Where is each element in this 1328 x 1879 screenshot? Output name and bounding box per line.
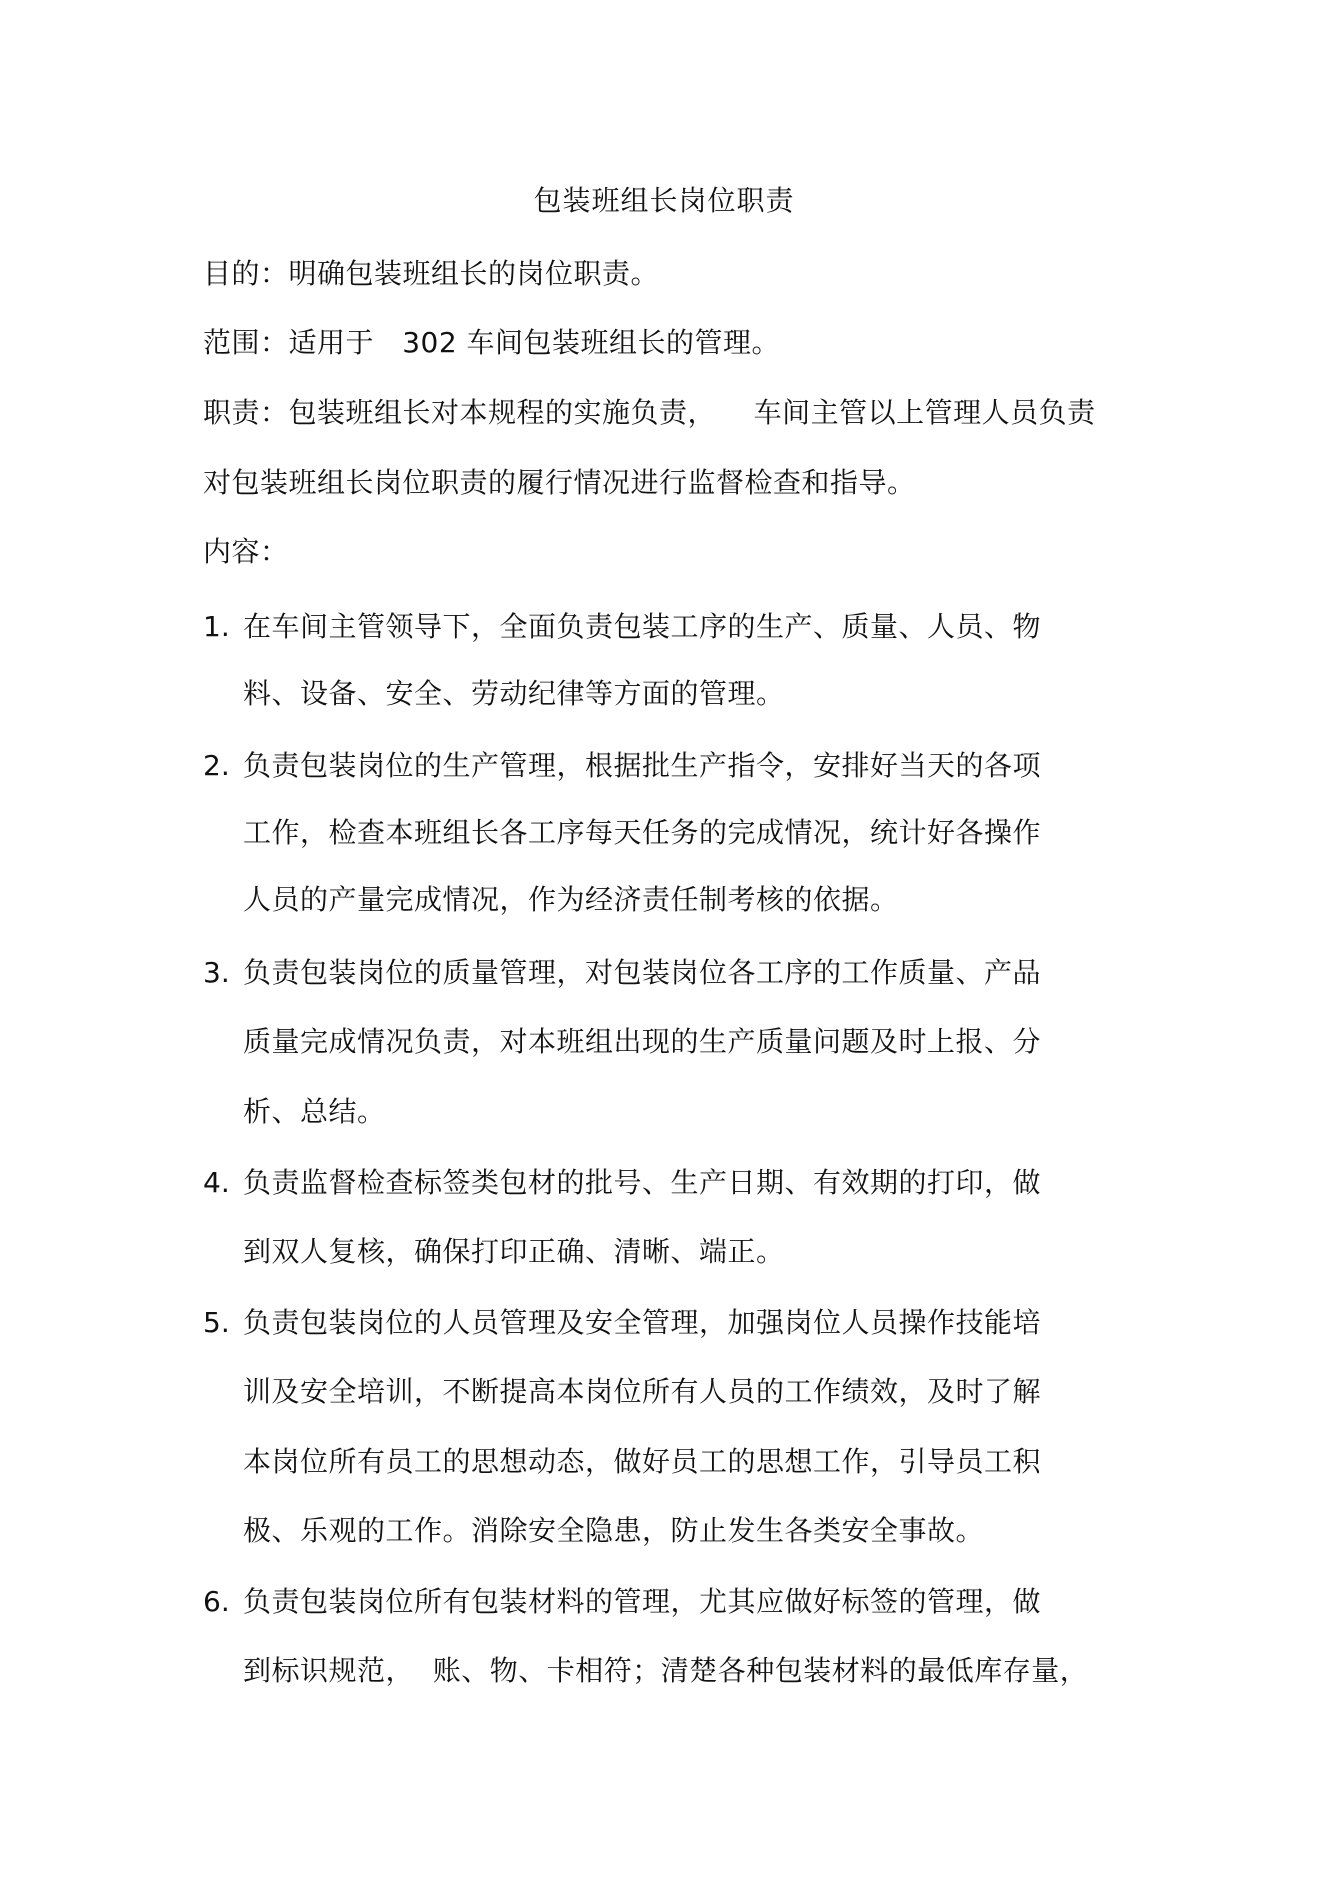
- list-item-line: 负责监督检查标签类包材的批号、生产日期、有效期的打印，做: [243, 1166, 1042, 1199]
- list-item-line: 负责包装岗位的人员管理及安全管理，加强岗位人员操作技能培: [243, 1306, 1042, 1339]
- list-item-line: 训及安全培训，不断提高本岗位所有人员的工作绩效，及时了解: [243, 1375, 1042, 1408]
- list-item-line: 人员的产量完成情况，作为经济责任制考核的依据。: [243, 883, 899, 916]
- list-item-line: 本岗位所有员工的思想动态，做好员工的思想工作，引导员工积: [243, 1445, 1042, 1478]
- document-title: 包装班组长岗位职责: [533, 184, 795, 217]
- item-number: 4.: [203, 1166, 230, 1199]
- item-number: 6.: [203, 1585, 230, 1618]
- list-item-line: 析、总结。: [243, 1095, 386, 1128]
- list-item-line: 到标识规范， 账、物、卡相符；清楚各种包装材料的最低库存量，: [243, 1654, 1089, 1687]
- list-item-line: 负责包装岗位的质量管理，对包装岗位各工序的工作质量、产品: [243, 956, 1042, 989]
- responsibility-line-2: 对包装班组长岗位职责的履行情况进行监督检查和指导。: [203, 466, 916, 499]
- content-label: 内容：: [203, 535, 289, 568]
- list-item-line: 到双人复核，确保打印正确、清晰、端正。: [243, 1235, 785, 1268]
- list-item-line: 质量完成情况负责，对本班组出现的生产质量问题及时上报、分: [243, 1025, 1042, 1058]
- item-number: 2.: [203, 749, 230, 782]
- purpose-line: 目的：明确包装班组长的岗位职责。: [203, 257, 660, 290]
- list-item-line: 在车间主管领导下，全面负责包装工序的生产、质量、人员、物: [243, 610, 1042, 643]
- list-item-line: 料、设备、安全、劳动纪律等方面的管理。: [243, 677, 785, 710]
- list-item-line: 工作，检查本班组长各工序每天任务的完成情况，统计好各操作: [243, 816, 1042, 849]
- list-item-line: 极、乐观的工作。消除安全隐患，防止发生各类安全事故。: [243, 1514, 985, 1547]
- responsibility-line-1: 职责：包装班组长对本规程的实施负责， 车间主管以上管理人员负责: [203, 396, 1096, 429]
- item-number: 5.: [203, 1306, 230, 1339]
- item-number: 1.: [203, 610, 230, 643]
- scope-line: 范围：适用于 302 车间包装班组长的管理。: [203, 326, 781, 359]
- list-item-line: 负责包装岗位所有包装材料的管理，尤其应做好标签的管理，做: [243, 1585, 1042, 1618]
- list-item-line: 负责包装岗位的生产管理，根据批生产指令，安排好当天的各项: [243, 749, 1042, 782]
- item-number: 3.: [203, 956, 230, 989]
